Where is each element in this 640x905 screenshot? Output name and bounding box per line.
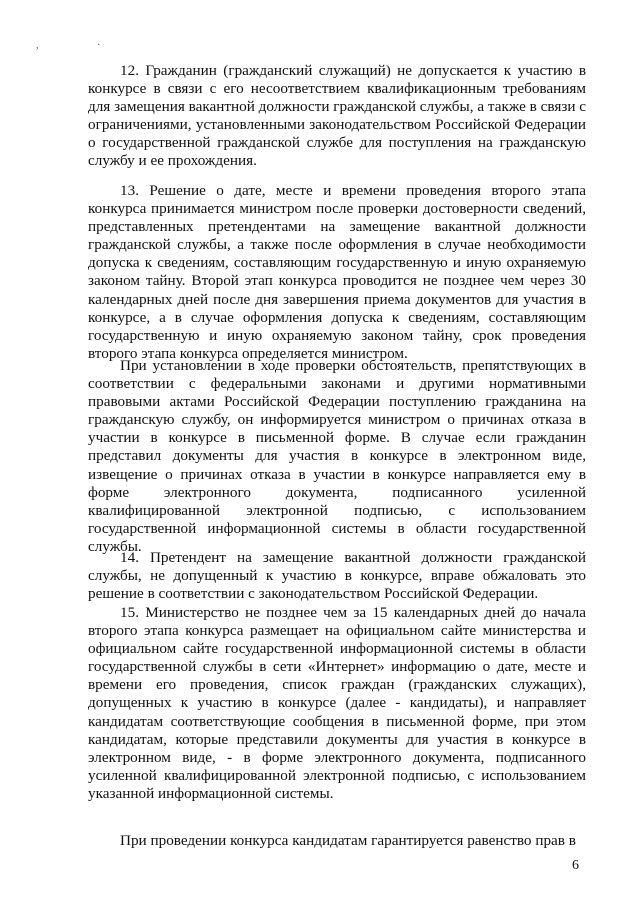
scan-marks: , · xyxy=(36,40,129,51)
paragraph-15: 15. Министерство не позднее чем за 15 календарных дней до начала второго этапа конкурса размещает на официальном сайте министерства и официальном сайте государственной информационной системы в области государственной службы в сети «Интернет» информацию о дате, месте и времени его проведения, список граждан (гражданских служащих), допущенных к участию в конкурсе (далее - кандидаты), и направляет кандидатам соответствующие сообщения в письменной форме, при этом кандидатам, которые представили документы для участия в конкурсе в электронном виде, - в форме электронного документа, подписанного усиленной квалифицированной электронной подписью, с использованием указанной информационной системы. xyxy=(88,604,586,802)
paragraph-15-continuation: При проведении конкурса кандидатам гарантируется равенство прав в xyxy=(120,832,576,849)
page-number: 6 xyxy=(572,858,579,873)
paragraph-13-continuation: При установлении в ходе проверки обстоятельств, препятствующих в соответствии с федеральными законами и другими нормативными правовыми актами Российской Федерации поступлению гражданина на гражданскую службу, он информируется министром о причинах отказа в участии в конкурсе в письменной форме. В случае если гражданин представил документы для участия в конкурсе в электронном виде, извещение о причинах отказа в участии в конкурсе направляется ему в форме электронного документа, подписанного усиленной квалифицированной электронной подписью, с использованием государственной информационной системы в области государственной службы. xyxy=(88,357,586,555)
paragraph-13: 13. Решение о дате, месте и времени проведения второго этапа конкурса принимается министром после проверки достоверности сведений, представленных претендентами на замещение вакантной должности гражданской службы, а также после оформления в случае необходимости допуска к сведениям, составляющим государственную и иную охраняемую законом тайну. Второй этап конкурса проводится не позднее чем через 30 календарных дней после дня завершения приема документов для участия в конкурсе, а в случае оформления допуска к сведениям, составляющим государственную и иную охраняемую законом тайну, срок проведения второго этапа конкурса определяется министром. xyxy=(88,182,586,362)
paragraph-14: 14. Претендент на замещение вакантной должности гражданской службы, не допущенный к участию в конкурсе, вправе обжаловать это решение в соответствии с законодательством Российской Федерации. xyxy=(88,549,586,603)
paragraph-12: 12. Гражданин (гражданский служащий) не допускается к участию в конкурсе в связи с его несоответствием квалификационным требованиям для замещения вакантной должности гражданской службы, а также в связи с ограничениями, установленными законодательством Российской Федерации о государственной гражданской службе для поступления на гражданскую службу и ее прохождения. xyxy=(88,62,586,170)
